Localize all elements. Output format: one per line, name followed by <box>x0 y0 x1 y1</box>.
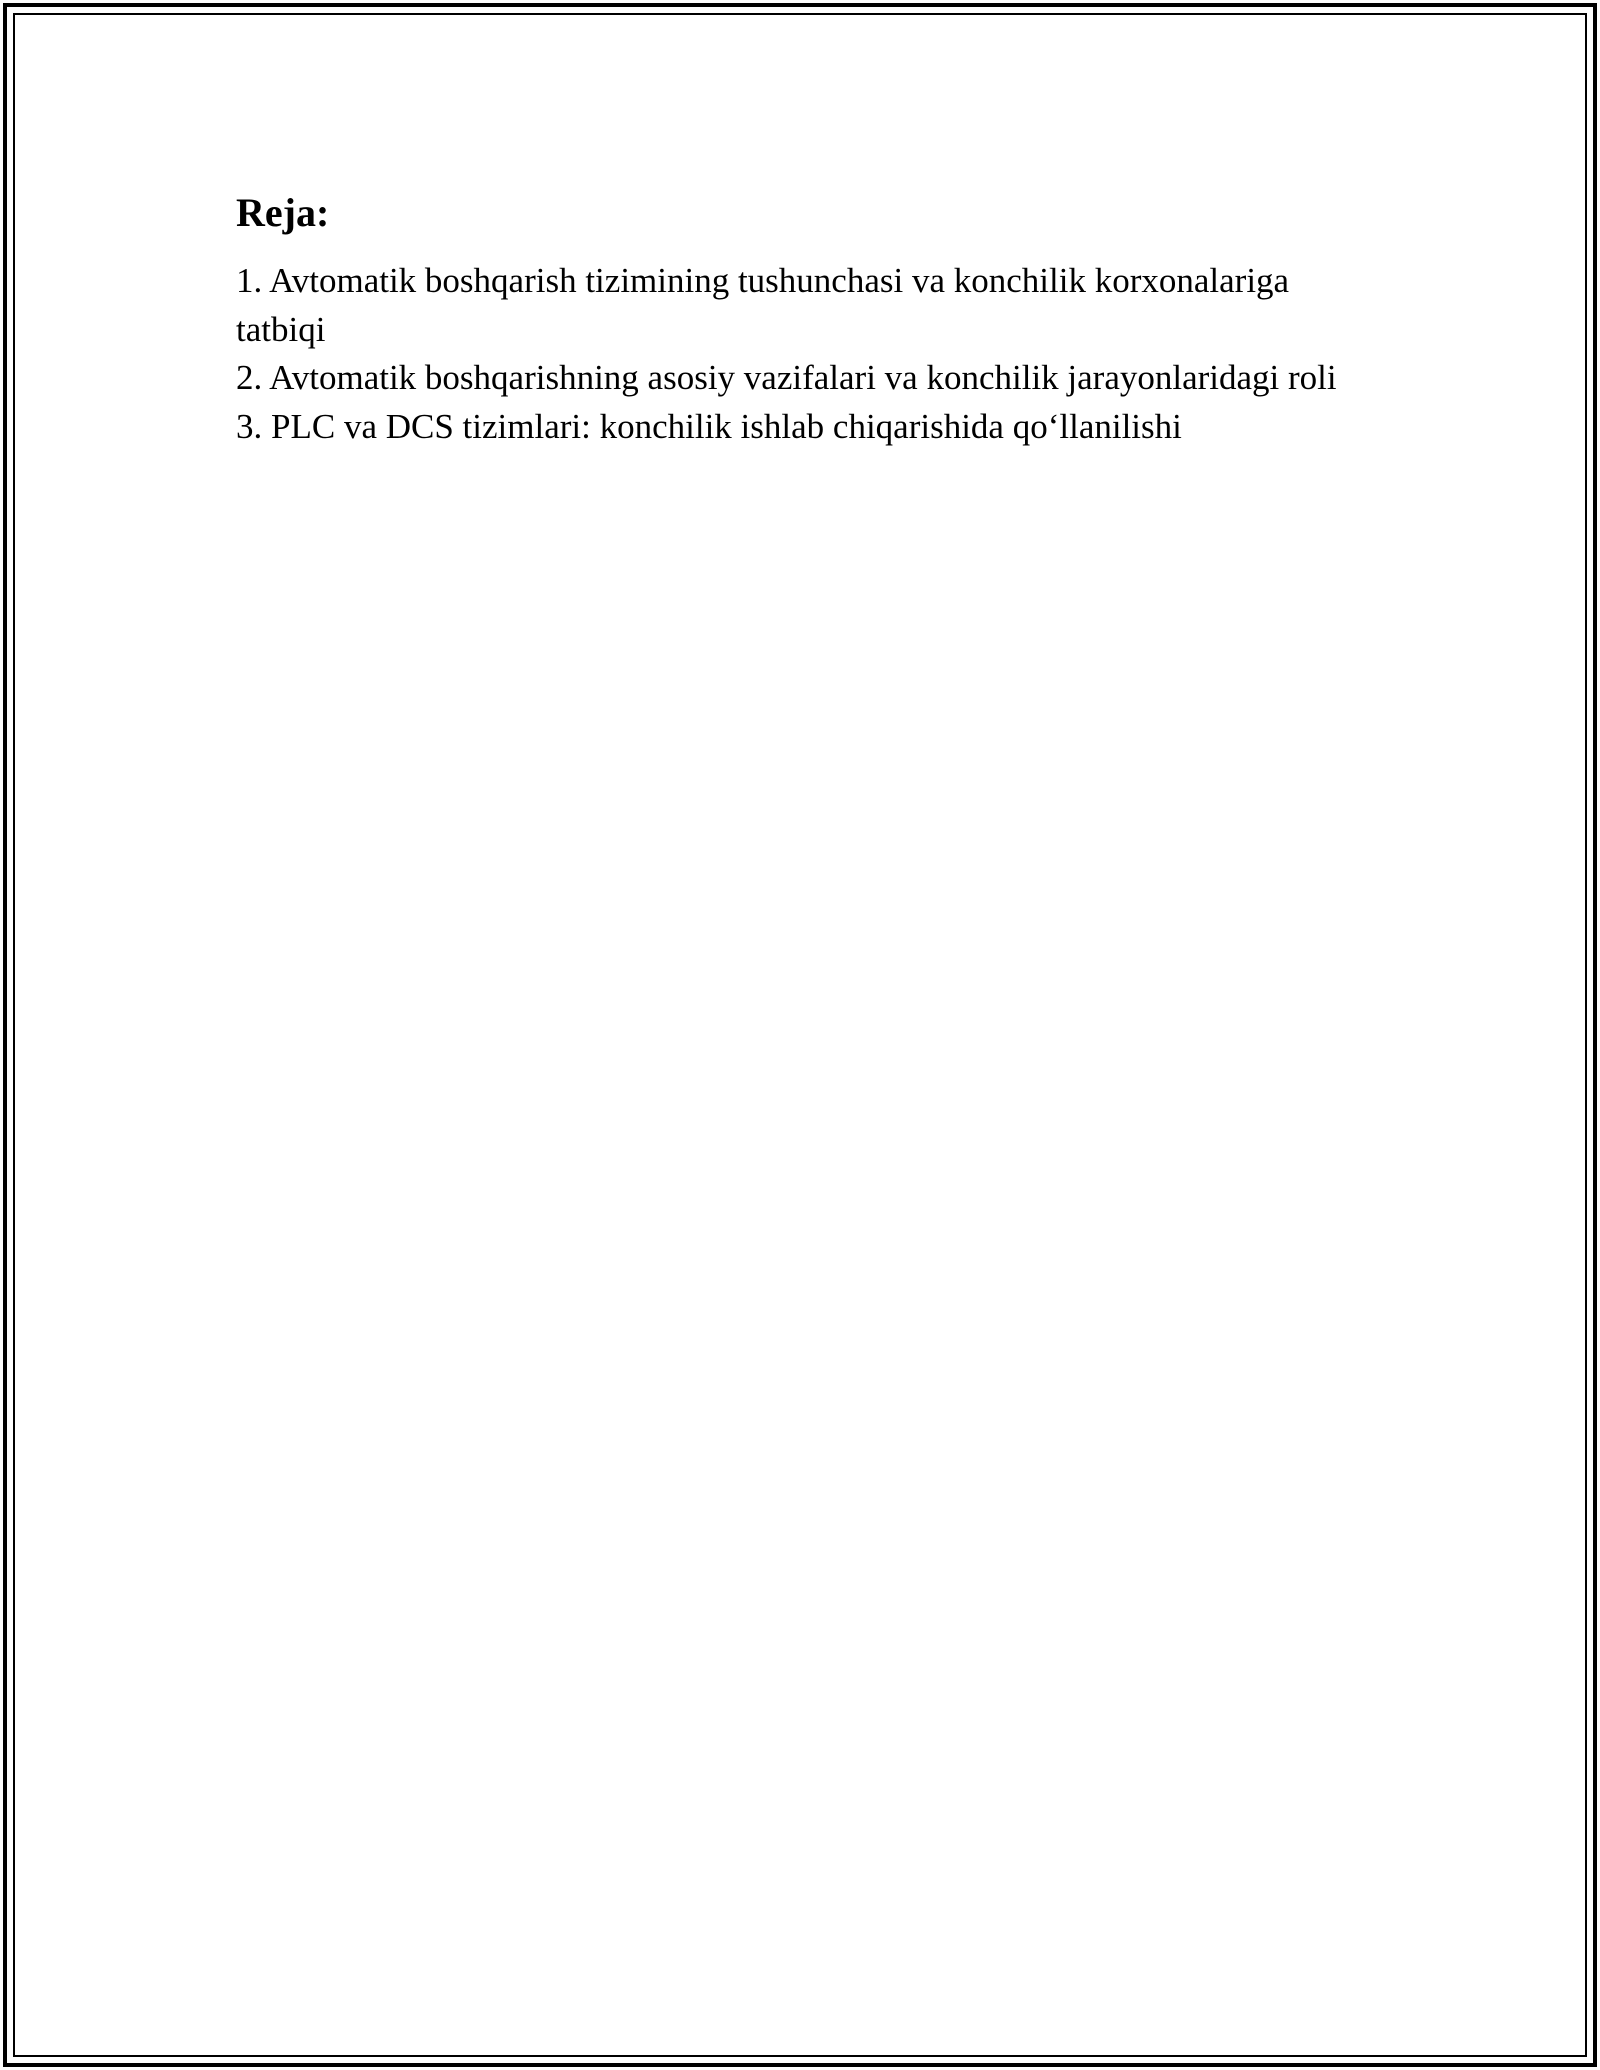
plan-item-2: 2. Avtomatik boshqarishning asosiy vazifalari va konchilik jarayonlaridagi roli <box>236 358 1337 397</box>
plan-list <box>236 257 1366 451</box>
plan-heading: Reja: <box>236 190 330 235</box>
plan-item-3: 3. PLC va DCS tizimlari: konchilik ishlab chiqarishida qo‘llanilishi <box>236 406 1182 446</box>
plan-item-1: 1. Avtomatik boshqarish tizimining tushunchasi va konchilik korxonalariga tatbiqi <box>236 261 1290 349</box>
page-content <box>236 185 1366 451</box>
